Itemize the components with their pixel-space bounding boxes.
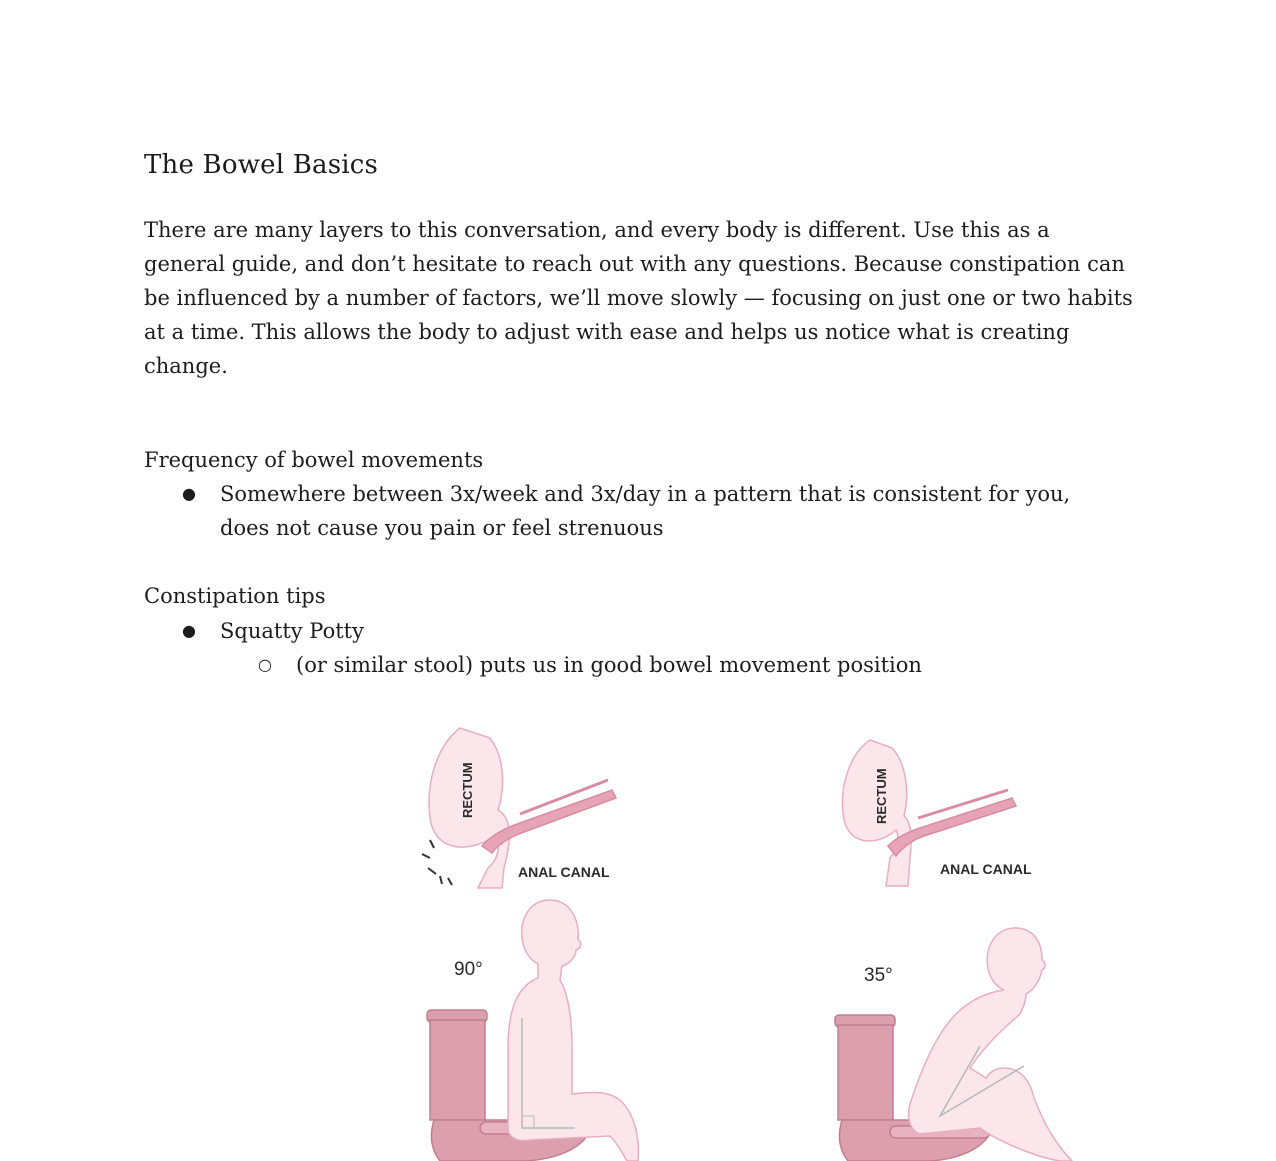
posture-illustration — [400, 718, 1100, 1161]
intro-paragraph: There are many layers to this conversation, and every body is different. Use this as a general guide, and don’t hesitate to reach out with any questions. Because constipation can be influenced by a number of factors, we’ll move slowly — focusing on just one or two habits at a time. This allows the body to adjust with ease and helps us notice what is creating change. — [144, 218, 1133, 378]
list-item-text: Squatty Potty — [220, 619, 364, 643]
right-panel — [835, 740, 1072, 1161]
strain-marks-icon — [422, 840, 452, 885]
left-panel — [422, 728, 638, 1161]
left-canal-label: ANAL CANAL — [518, 864, 610, 880]
right-rectum-label: RECTUM — [874, 768, 889, 824]
section-heading-constipation: Constipation tips — [144, 584, 326, 608]
hollow-bullet-icon: ○ — [258, 655, 272, 674]
bullet-dot-icon: ● — [182, 621, 196, 640]
list-item — [182, 477, 1100, 545]
bullet-dot-icon: ● — [182, 484, 196, 503]
section-heading-frequency: Frequency of bowel movements — [144, 448, 484, 472]
right-canal-label: ANAL CANAL — [940, 861, 1032, 877]
list-item — [182, 614, 364, 648]
right-person-icon — [909, 928, 1072, 1161]
sub-list-item-text: (or similar stool) puts us in good bowel movement position — [296, 653, 922, 677]
left-angle-label: 90° — [454, 959, 483, 980]
list-item-text: Somewhere between 3x/week and 3x/day in a pattern that is consistent for you, does not cause you pain or feel strenuous — [220, 482, 1071, 540]
left-rectum-label: RECTUM — [460, 762, 475, 818]
page-title: The Bowel Basics — [144, 150, 379, 180]
left-person-icon — [508, 900, 638, 1161]
sub-list-item — [258, 648, 922, 682]
right-angle-label: 35° — [864, 965, 893, 986]
